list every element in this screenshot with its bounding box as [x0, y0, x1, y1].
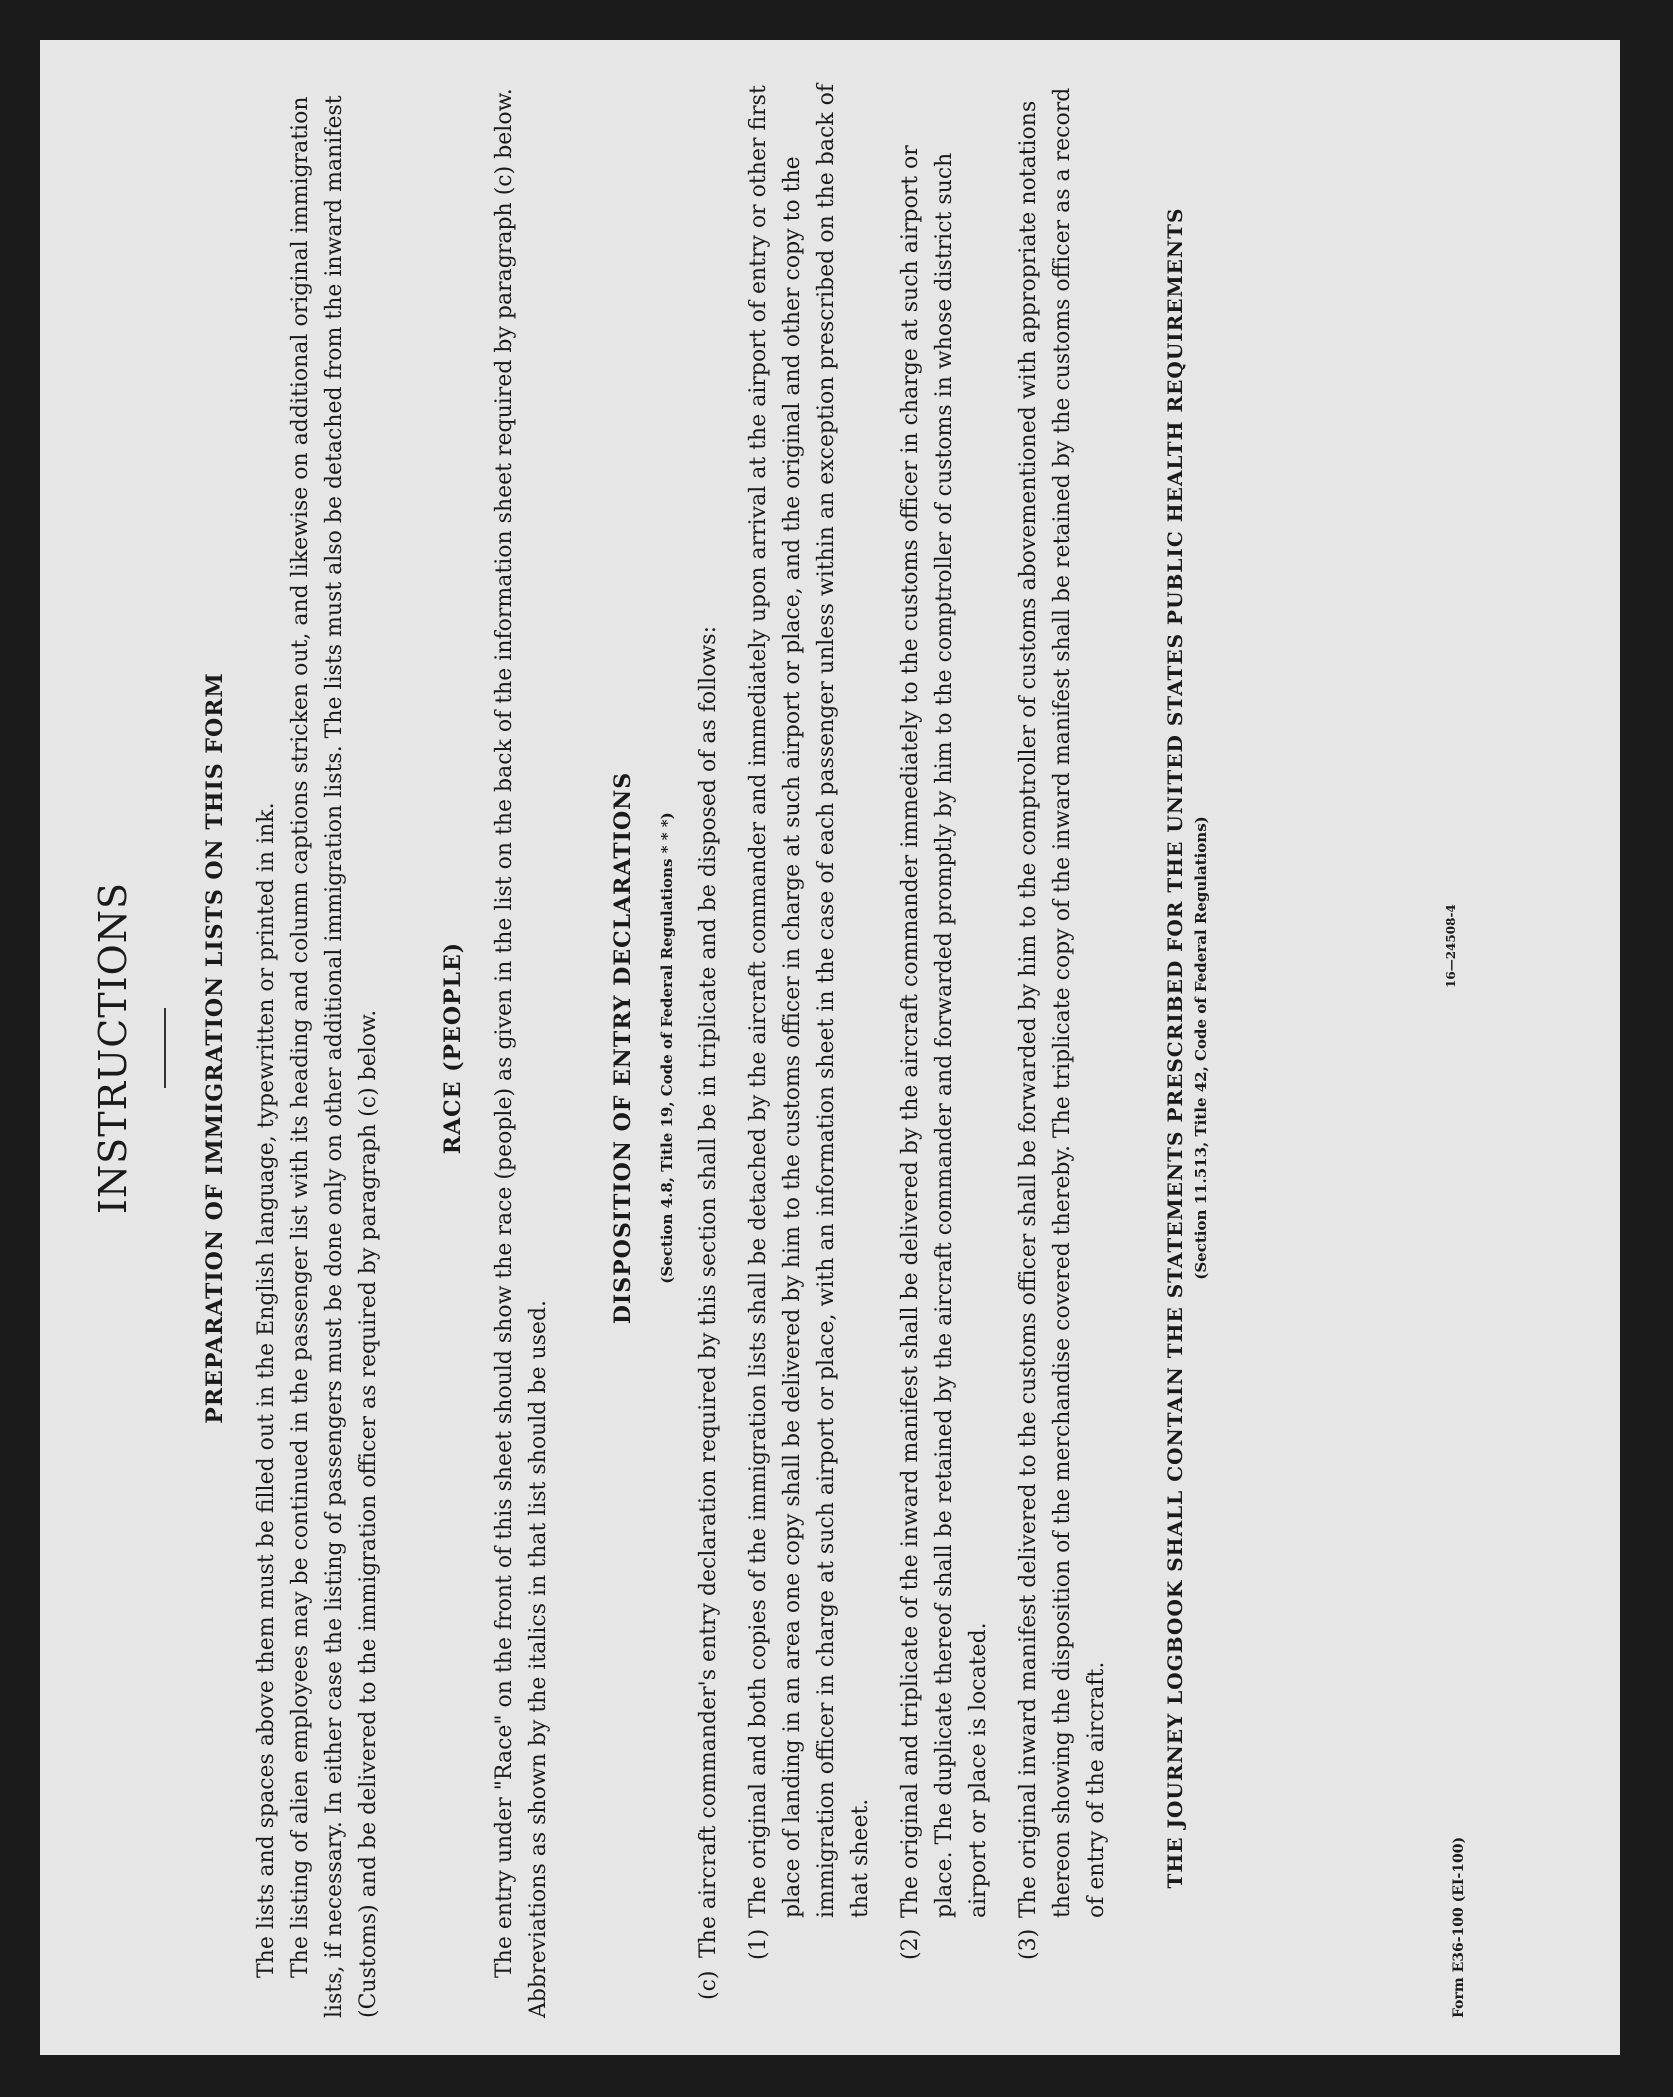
- rotated-page-content: [70, 78, 1490, 2018]
- section-heading-disposition: DISPOSITION OF ENTRY DECLARATIONS: [610, 771, 636, 1325]
- item-number: (3): [1016, 1928, 1041, 1960]
- section-citation: (Section 4.8, Title 19, Code of Federal Regulations * * *): [658, 812, 676, 1284]
- form-number: Form E36-100 (EI-100): [1451, 1836, 1467, 2018]
- intro-label: (c): [696, 1970, 721, 2000]
- item-number: (1): [746, 1928, 771, 1960]
- page-title: INSTRUCTIONS: [91, 881, 135, 1215]
- logbook-citation: (Section 11.513, Title 42, Code of Federal Regulations): [1192, 816, 1210, 1280]
- item-text: The original and triplicate of the inward manifest shall be delivered by the aircraft commander immediately to the customs officer in charge at such airport or place. The duplicate thereof shall be retained by the aircraft commander and forwarded promptly by him to the comptroller of customs in whose district such airport or place is located.: [898, 145, 991, 1918]
- item-text: The original and both copies of the immigration lists shall be detached by the aircraft commander and immediately upon arrival at the airport of entry or other first place of landing in an area one copy shall be delivered by him to the customs officer in charge at such airport or place, and the original and other copy to the immigration officer in charge at such airport or place, with an information sheet in the case of each passenger unless within an exception prescribed on the back of that sheet.: [746, 83, 873, 1918]
- logbook-statement: THE JOURNEY LOGBOOK SHALL CONTAIN THE STATEMENTS PRESCRIBED FOR THE UNITED STATES PUBLIC HEALTH REQUIREMENTS: [1163, 207, 1187, 1889]
- intro-text: The aircraft commander's entry declaration required by this section shall be in triplicate and be disposed of as follows:: [696, 626, 721, 1958]
- print-code: 16—24508-4: [1444, 904, 1458, 988]
- paragraph-filling-instructions: The lists and spaces above them must be filled out in the English language, typewritten or printed in ink.: [254, 802, 279, 1978]
- disposition-intro: [692, 78, 726, 2018]
- paragraph-alien-employees: The listing of alien employees may be continued in the passenger list with its heading and column captions stricken out, and likewise on additional original immigration lists, if necessary. In either case the listing of passengers must be done only on other additional immigration lists. The lists must also be detached from the inward manifest (Customs) and be delivered to the immigration officer as required by paragraph (c) below.: [288, 95, 381, 2018]
- section-heading-preparation: PREPARATION OF IMMIGRATION LISTS ON THIS FORM: [202, 672, 228, 1424]
- list-item: [894, 78, 996, 1978]
- item-text: The original inward manifest delivered to the customs officer shall be forwarded by him to the comptroller of customs abovementioned with appropriate notations thereon showing the disposition of the merchandise covered thereby. The triplicate copy of the inward manifest shall be retained by the customs officer as a record of entry of the aircraft.: [1016, 87, 1109, 1918]
- item-number: (2): [898, 1928, 923, 1960]
- paragraph-race-entry: The entry under "Race" on the front of this sheet should show the race (people) as given in the list on the back of the information sheet required by paragraph (c) below. Abbreviations as shown by the italics in that list should be used.: [492, 88, 551, 2018]
- section-heading-race: RACE (PEOPLE): [440, 941, 466, 1155]
- list-item: [1012, 78, 1114, 1978]
- document-sheet: [40, 40, 1620, 2055]
- list-item: [742, 78, 878, 1978]
- title-divider: [164, 1008, 166, 1088]
